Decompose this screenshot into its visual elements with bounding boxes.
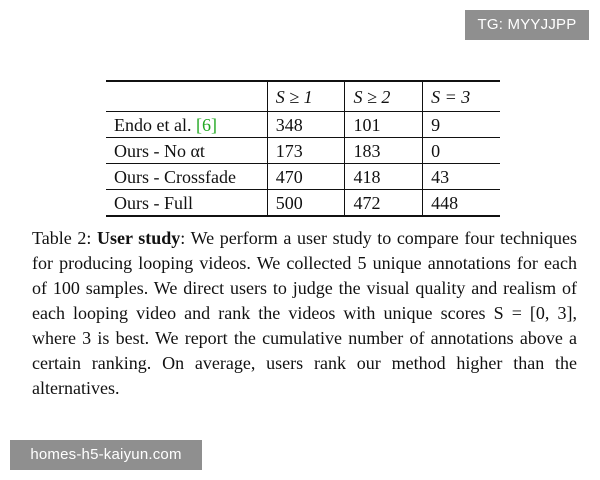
table-row: [106, 164, 500, 190]
method-label: Endo et al.: [114, 115, 196, 135]
cell-s2: 101: [345, 112, 423, 138]
caption-label: Table 2:: [32, 228, 97, 248]
results-table-container: [106, 80, 500, 217]
table-caption: [32, 226, 577, 401]
table-row: [106, 190, 500, 217]
citation-link[interactable]: [6]: [195, 115, 217, 135]
table-row: [106, 138, 500, 164]
cell-s3: 9: [431, 115, 441, 135]
watermark-top: TG: MYYJJPP: [465, 10, 589, 40]
user-study-table: [106, 80, 500, 217]
cell-s3: 0: [431, 141, 441, 161]
table-header-row: [106, 81, 500, 112]
header-method: [106, 81, 267, 112]
cell-s3: 43: [431, 167, 450, 187]
header-s-ge-1: S ≥ 1: [267, 81, 345, 112]
header-s-ge-2: S ≥ 2: [345, 81, 423, 112]
cell-s3: 448: [431, 193, 459, 213]
table-row: [106, 112, 500, 138]
cell-s2: 472: [345, 190, 423, 217]
row-method: Ours - Full: [106, 190, 267, 217]
row-method: Ours - Crossfade: [106, 164, 267, 190]
cell-s1: 500: [267, 190, 345, 217]
cell-s1: 173: [267, 138, 345, 164]
row-method: [106, 112, 267, 138]
caption-text: : We perform a user study to compare four techniques for producing looping videos. We collected 5 unique annotations for each of 100 samples. We direct users to judge the visual quality and realism of each looping video and rank the videos with unique scores S = [0, 3], where 3 is best. We report the cumulative number of annotations above a certain ranking. On average, users rank our method higher than the alternatives.: [32, 228, 577, 398]
cell-s1: 470: [267, 164, 345, 190]
cell-s1: 348: [267, 112, 345, 138]
cell-s2: 183: [345, 138, 423, 164]
cell-s2: 418: [345, 164, 423, 190]
header-s-eq-3: S = 3: [431, 87, 471, 107]
watermark-bottom: homes-h5-kaiyun.com: [10, 440, 202, 470]
caption-title: User study: [96, 228, 181, 248]
row-method: Ours - No αt: [106, 138, 267, 164]
